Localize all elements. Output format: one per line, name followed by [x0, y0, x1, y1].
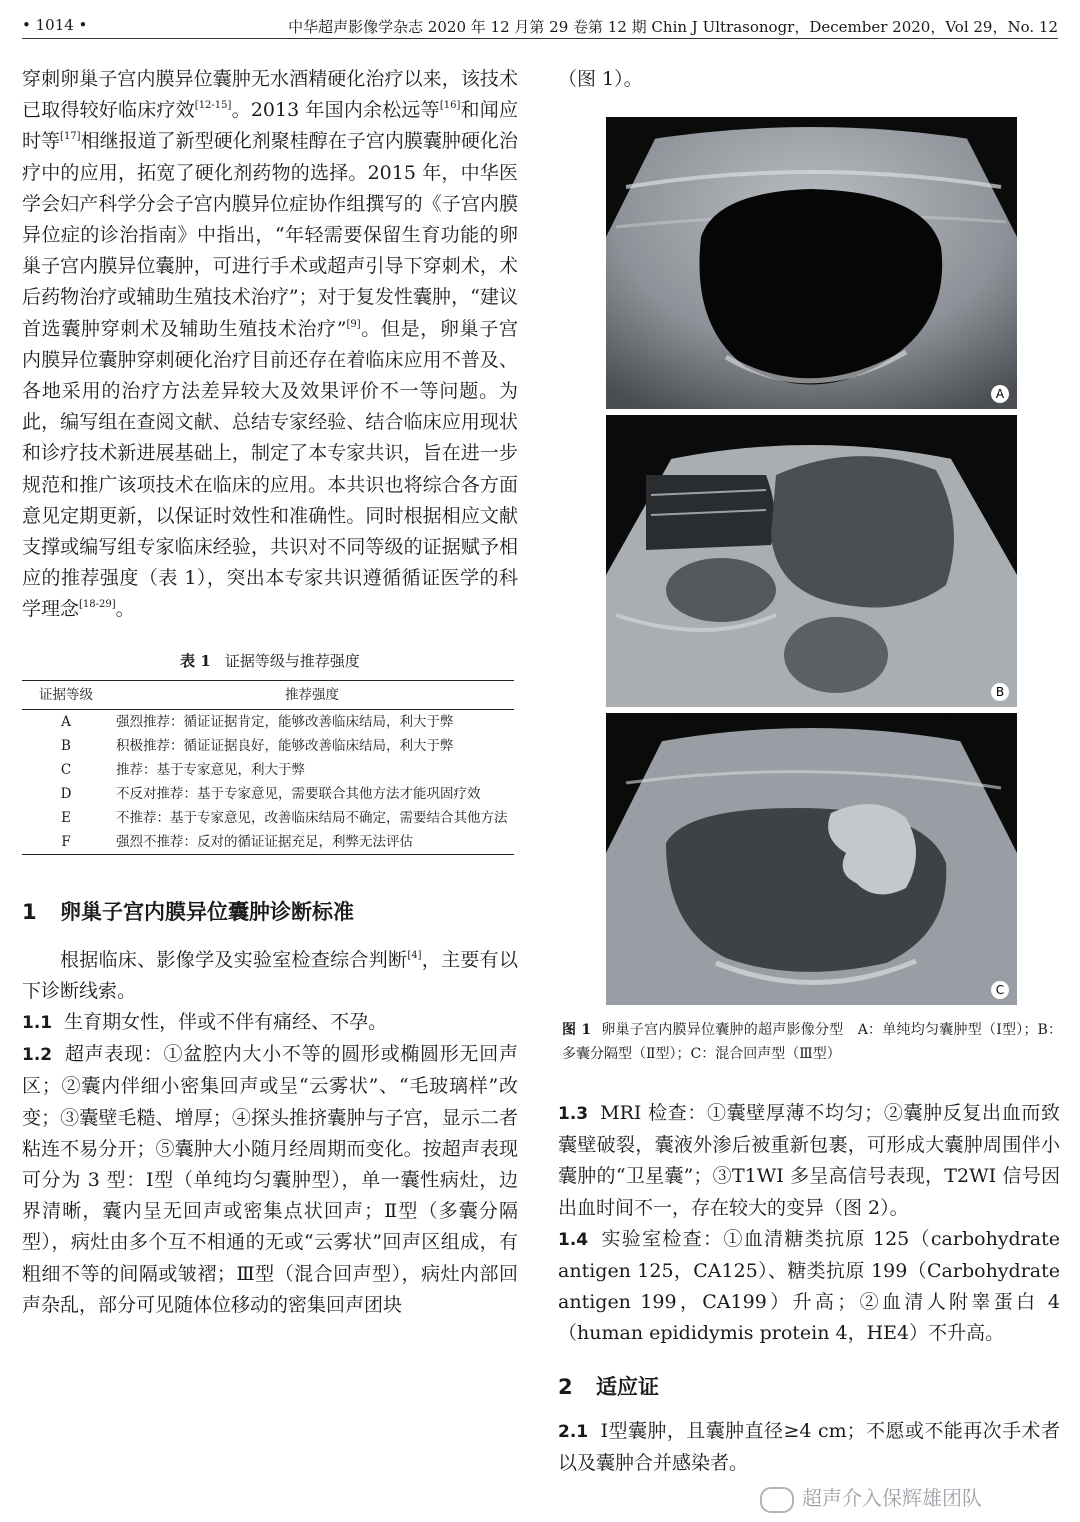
left-column — [22, 64, 518, 1321]
section-intro: 根据临床、影像学及实验室检查综合判断[4]，主要有以下诊断线索。 — [22, 948, 518, 1002]
table-cell-text: 不反对推荐：基于专家意见，需要联合其他方法才能巩固疗效 — [116, 785, 481, 802]
citation[interactable]: [17] — [60, 131, 81, 143]
section-title: 卵巢子宫内膜异位囊肿诊断标准 — [60, 899, 354, 924]
ultrasound-panel-c — [606, 713, 1017, 1005]
table-cell-text: 推荐：基于专家意见，利大于弊 — [116, 761, 305, 778]
table-cell-text: 强烈不推荐：反对的循证证据充足，利弊无法评估 — [110, 830, 514, 855]
table-header: 证据等级 — [22, 680, 110, 709]
section-heading — [22, 895, 518, 929]
table-cell-level: A — [61, 713, 71, 730]
subsection-1-4: 1.4 实验室检查：①血清糖类抗原 125（carbohydrate antigen 125，CA125）、糖类抗原 199（Carbohydrate antigen 199，CA199）升高；②血清人附睾蛋白 4（human epididymis protein 4，HE4）不升高。 — [558, 1227, 1060, 1345]
subsection-number: 1.3 — [558, 1104, 589, 1124]
figure-label: 图 1 — [562, 1022, 592, 1038]
table-caption — [22, 650, 518, 672]
watermark-text: 超声介入保辉雄团队 — [802, 1486, 982, 1510]
figure-reference: （图 1）。 — [558, 68, 643, 90]
table-row — [22, 709, 514, 734]
citation[interactable]: [18-29] — [79, 599, 116, 611]
ultrasound-panel-a — [606, 117, 1017, 409]
citation[interactable]: [9] — [346, 318, 361, 330]
subsection-number: 1.1 — [22, 1013, 53, 1034]
subsection-1-2: 1.2 超声表现：①盆腔内大小不等的圆形或椭圆形无回声区；②囊内伴细小密集回声或呈“云雾状”、“毛玻璃样”改变；③囊壁毛糙、增厚；④探头推挤囊肿与子宫，显示二者粘连不易分开；⑤囊肿大小随月经周期而变化。按超声表现可分为 3 型：Ⅰ型（单纯均匀囊肿型），单一囊性病灶，边界清晰，囊内呈无回声或密集点状回声；Ⅱ型（多囊分隔型），病灶由多个互不相通的无或“云雾状”回声区组成，有粗细不等的间隔或皱褶；Ⅲ型（混合回声型），病灶内部回声杂乱，部分可见随体位移动的密集回声团块 — [22, 1043, 518, 1316]
panel-label-b: B — [991, 683, 1009, 701]
citation[interactable]: [16] — [439, 100, 461, 112]
evidence-table — [22, 680, 514, 855]
right-column-lower — [558, 1098, 1060, 1479]
figure-caption — [562, 1018, 1062, 1066]
panel-label-a: A — [991, 385, 1009, 403]
subsection-number: 1.4 — [558, 1229, 589, 1250]
figure-caption-text: 卵巢子宫内膜异位囊肿的超声影像分型 A：单纯均匀囊肿型（Ⅰ型）；B：多囊分隔型（Ⅱ型）；C：混合回声型（Ⅲ型） — [562, 1022, 1062, 1062]
subsection-number: 1.2 — [22, 1045, 53, 1066]
subsection-1-3: 1.3 MRI 检查：①囊壁厚薄不均匀；②囊肿反复出血而致囊壁破裂，囊液外渗后被重新包裹，可形成大囊肿周围伴小囊肿的“卫星囊”；③T1WI 多呈高信号表现，T2WI 信号因出血时间不一，存在较大的变异（图 2）。 — [558, 1102, 1060, 1219]
subsection-number: 2.1 — [558, 1421, 589, 1442]
table-header: 推荐强度 — [110, 680, 514, 709]
panel-label-c: C — [991, 981, 1009, 999]
section-heading — [558, 1370, 1060, 1404]
wechat-icon — [760, 1487, 794, 1513]
section-number: 1 — [22, 899, 37, 924]
ultrasound-image-b — [606, 415, 1017, 707]
watermark — [760, 1482, 982, 1513]
table-cell-text: 不推荐：基于专家意见，改善临床结局不确定，需要结合其他方法 — [116, 809, 508, 826]
section-title: 适应证 — [596, 1374, 659, 1399]
citation[interactable]: [12-15] — [194, 100, 232, 112]
table-row — [22, 782, 514, 806]
table-row — [22, 830, 514, 855]
subsection-1-1: 1.1 生育期女性，伴或不伴有痛经、不孕。 — [22, 1011, 388, 1034]
table-cell-level: C — [60, 761, 72, 778]
table-label: 表 1 — [180, 651, 211, 670]
ultrasound-image-c — [606, 713, 1017, 1005]
citation[interactable]: [4] — [407, 949, 422, 961]
running-header — [22, 12, 1058, 39]
subsection-2-1: 2.1 Ⅰ型囊肿，且囊肿直径≥4 cm；不愿或不能再次手术者以及囊肿合并感染者。 — [558, 1419, 1060, 1474]
ultrasound-panel-b — [606, 415, 1017, 707]
table-title: 证据等级与推荐强度 — [224, 651, 360, 670]
table-cell-level: E — [61, 809, 71, 826]
section-number: 2 — [558, 1374, 573, 1399]
table-cell-text: 积极推荐：循证证据良好，能够改善临床结局，利大于弊 — [116, 737, 454, 754]
table-row — [22, 734, 514, 758]
intro-paragraph: 穿刺卵巢子宫内膜异位囊肿无水酒精硬化治疗以来，该技术已取得较好临床疗效[12-15]。2013 年国内余松远等[16]和闻应时等[17]相继报道了新型硬化剂聚桂醇在子宫内膜囊肿硬化治疗中的应用，拓宽了硬化剂药物的选择。2015 年，中华医学会妇产科学分会子宫内膜异位症协作组撰写的《子宫内膜异位症的诊治指南》中指出，“年轻需要保留生育功能的卵巢子宫内膜异位囊肿，可进行手术或超声引导下穿刺术，术后药物治疗或辅助生殖技术治疗”；对于复发性囊肿，“建议首选囊肿穿刺术及辅助生殖技术治疗”[9]。但是，卵巢子宫内膜异位囊肿穿刺硬化治疗目前还存在着临床应用不普及、各地采用的治疗方法差异较大及效果评价不一等问题。为此，编写组在查阅文献、总结专家经验、结合临床应用现状和诊疗技术新进展基础上，制定了本专家共识，旨在进一步规范和推广该项技术在临床的应用。本共识也将综合各方面意见定期更新，以保证时效性和准确性。同时根据相应文献支撑或编写组专家临床经验，共识对不同等级的证据赋予相应的推荐强度（表 1），突出本专家共识遵循循证医学的科学理念[18-29]。 — [22, 68, 518, 621]
table-cell-level: B — [61, 737, 71, 754]
table-row — [22, 806, 514, 830]
table-cell-level: D — [60, 785, 72, 802]
table-cell-text: 强烈推荐：循证证据肯定，能够改善临床结局，利大于弊 — [116, 713, 454, 730]
table-row — [22, 758, 514, 782]
right-column — [558, 64, 1060, 95]
journal-info: 中华超声影像学杂志 2020 年 12 月第 29 卷第 12 期 Chin J Ultrasonogr，December 2020，Vol 29，No. 12 — [288, 18, 1058, 36]
ultrasound-image-a — [606, 117, 1017, 409]
page-number: • 1014 • — [22, 16, 88, 34]
table-cell-level: F — [22, 830, 110, 855]
